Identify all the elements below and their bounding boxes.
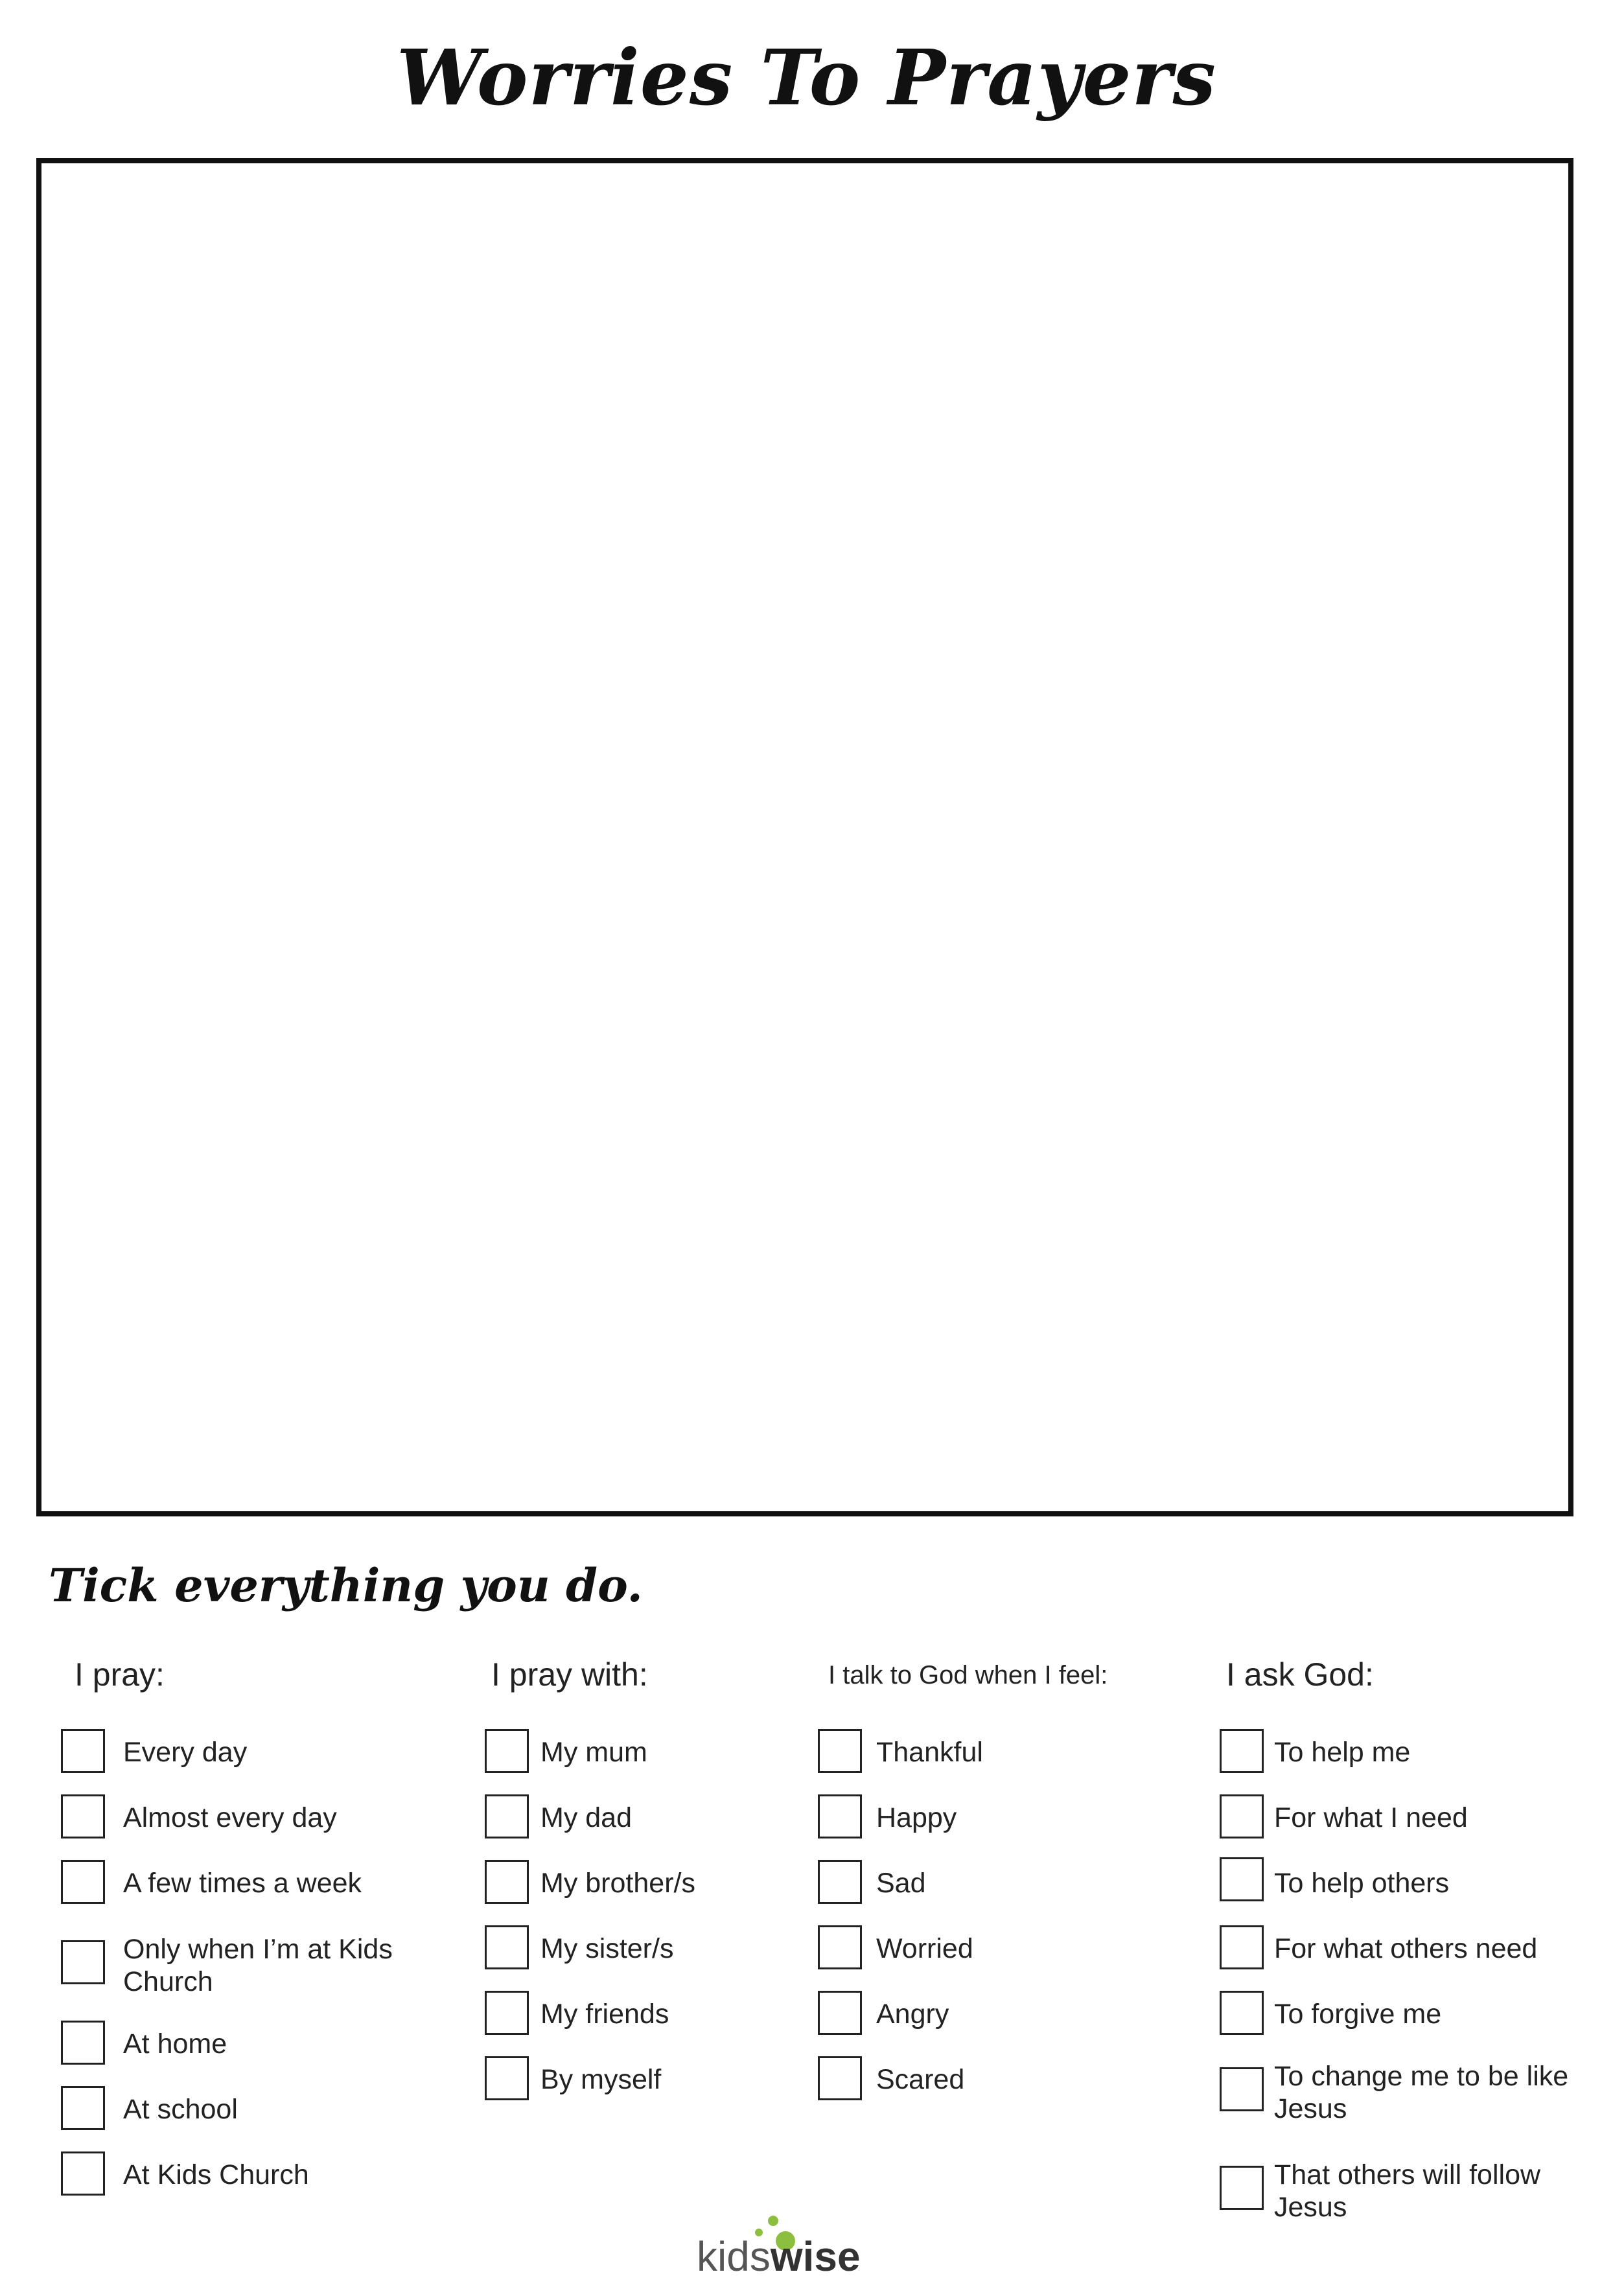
instruction-text: Tick everything you do. <box>49 1559 643 1612</box>
checkbox-label: My mum <box>540 1737 647 1768</box>
logo-dot-medium <box>768 2216 778 2226</box>
checkbox[interactable] <box>485 2056 529 2100</box>
checkbox[interactable] <box>61 1729 105 1773</box>
checkbox[interactable] <box>1220 1794 1264 1838</box>
logo-suffix: wise <box>770 2233 861 2280</box>
checkbox[interactable] <box>1220 2067 1264 2111</box>
checkbox-label: At school <box>123 2094 238 2125</box>
checkbox-label: My dad <box>540 1802 632 1833</box>
heading-i-pray-with: I pray with: <box>491 1656 648 1693</box>
checkbox-label: For what I need <box>1274 1802 1468 1833</box>
checkbox[interactable] <box>61 2086 105 2130</box>
page-title: Worries To Prayers <box>396 32 1216 122</box>
checkbox-label: Happy <box>876 1802 957 1833</box>
heading-i-ask-god: I ask God: <box>1226 1656 1374 1693</box>
checkbox[interactable] <box>1220 1991 1264 2035</box>
checkbox-label: My friends <box>540 1999 669 2030</box>
checkbox[interactable] <box>485 1925 529 1969</box>
checkbox-label: To help others <box>1274 1868 1450 1899</box>
checkbox[interactable] <box>1220 2166 1264 2210</box>
heading-i-talk-to-god: I talk to God when I feel: <box>828 1661 1108 1689</box>
checkbox-label: Only when I’m at Kids Church <box>123 1934 393 1997</box>
checkbox-label: A few times a week <box>123 1868 362 1899</box>
heading-i-pray: I pray: <box>75 1656 165 1693</box>
checkbox[interactable] <box>818 1729 862 1773</box>
checkbox[interactable] <box>818 1860 862 1904</box>
checkbox[interactable] <box>818 1991 862 2035</box>
checkbox[interactable] <box>485 1991 529 2035</box>
checkbox-label: Every day <box>123 1737 248 1768</box>
checkbox-label: Angry <box>876 1999 949 2030</box>
checkbox-label: At Kids Church <box>123 2159 309 2190</box>
logo-prefix: kids <box>697 2233 771 2280</box>
checkbox-label: To forgive me <box>1274 1999 1442 2030</box>
logo-wordmark <box>697 2232 861 2280</box>
checkbox-label: For what others need <box>1274 1933 1538 1964</box>
checkbox-label: My brother/s <box>540 1868 695 1899</box>
kidswise-logo <box>697 2207 865 2284</box>
checkbox[interactable] <box>61 1940 105 1984</box>
checkbox-label: Worried <box>876 1933 973 1964</box>
checkbox[interactable] <box>61 1860 105 1904</box>
checkbox-label: Almost every day <box>123 1802 337 1833</box>
checkbox[interactable] <box>818 1925 862 1969</box>
checkbox[interactable] <box>61 2151 105 2196</box>
checkbox[interactable] <box>61 2021 105 2065</box>
checkbox[interactable] <box>61 1794 105 1838</box>
checkbox[interactable] <box>818 1794 862 1838</box>
checkbox-label: My sister/s <box>540 1933 674 1964</box>
checkbox-label: To help me <box>1274 1737 1411 1768</box>
checkbox[interactable] <box>485 1860 529 1904</box>
checkbox-label: At home <box>123 2028 227 2059</box>
checkbox-label: That others will follow Jesus <box>1274 2159 1541 2223</box>
checkbox[interactable] <box>1220 1857 1264 1901</box>
checkbox[interactable] <box>1220 1925 1264 1969</box>
checkbox-label: To change me to be like Jesus <box>1274 2061 1569 2124</box>
drawing-area[interactable] <box>36 158 1573 1516</box>
checkbox-label: Sad <box>876 1868 926 1899</box>
checkbox[interactable] <box>485 1794 529 1838</box>
checkbox-label: By myself <box>540 2064 662 2095</box>
checkbox[interactable] <box>818 2056 862 2100</box>
checkbox[interactable] <box>485 1729 529 1773</box>
checkbox-label: Thankful <box>876 1737 983 1768</box>
checkbox-label: Scared <box>876 2064 965 2095</box>
checkbox[interactable] <box>1220 1729 1264 1773</box>
